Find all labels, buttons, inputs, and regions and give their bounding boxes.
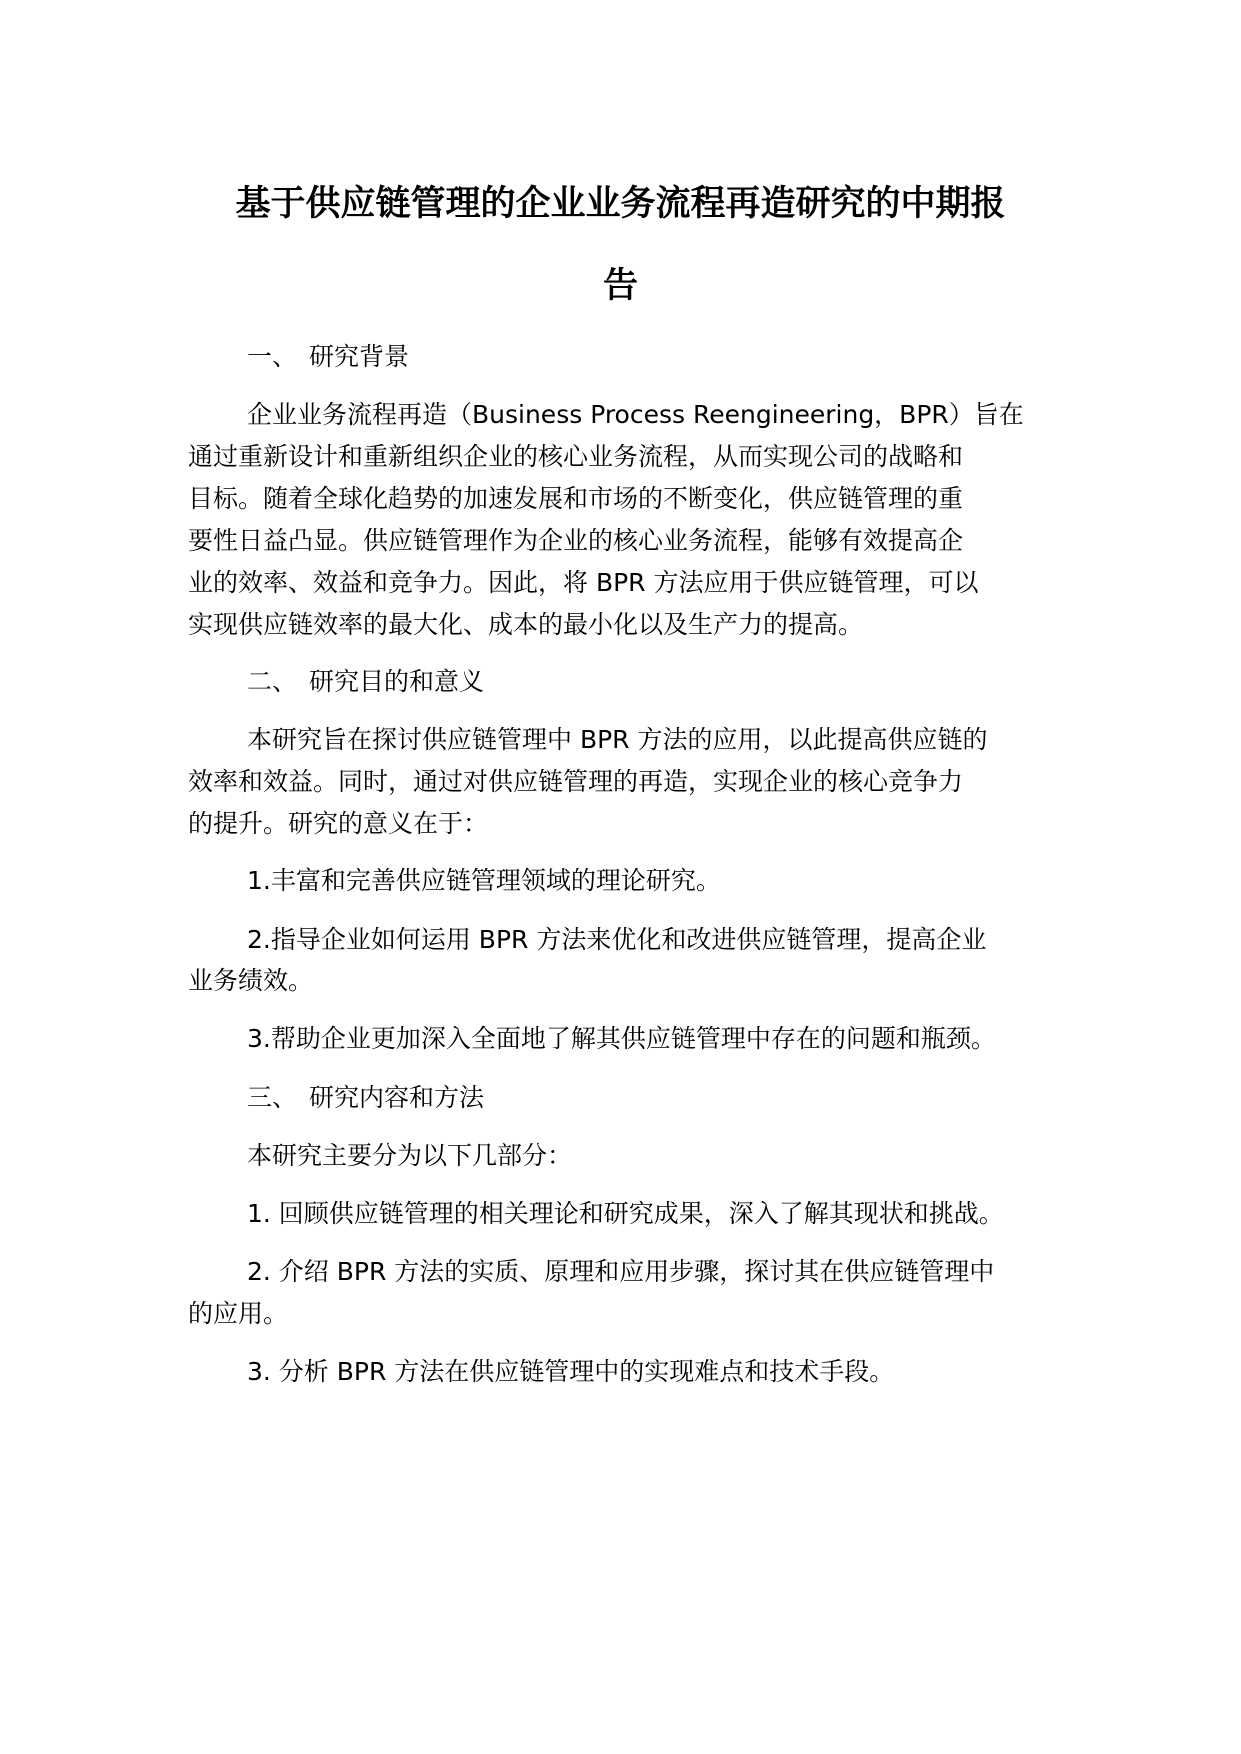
section-3-heading	[247, 1083, 1127, 1113]
section-3-intro: 本研究主要分为以下几部分：	[247, 1141, 573, 1170]
section-2-list-item: 3.帮助企业更加深入全面地了解其供应链管理中存在的问题和瓶颈。	[247, 1024, 996, 1053]
section-1-paragraph-line: 要性日益凸显。供应链管理作为企业的核心业务流程，能够有效提高企	[188, 526, 964, 555]
section-3-list-item: 3. 分析 BPR 方法在供应链管理中的实现难点和技术手段。	[247, 1357, 895, 1386]
section-1-number: 一、	[247, 342, 298, 371]
section-3-list-item: 1. 回顾供应链管理的相关理论和研究成果，深入了解其现状和挑战。	[247, 1199, 1004, 1228]
section-2-paragraph-line: 本研究旨在探讨供应链管理中 BPR 方法的应用，以此提高供应链的	[247, 725, 988, 754]
section-3-list-item-continuation: 的应用。	[188, 1299, 289, 1328]
section-2-list-item: 2.指导企业如何运用 BPR 方法来优化和改进供应链管理，提高企业	[247, 925, 987, 954]
section-2-list-item-continuation: 业务绩效。	[188, 966, 314, 995]
section-1-title: 研究背景	[309, 342, 410, 371]
section-1-paragraph-line: 业的效率、效益和竞争力。因此，将 BPR 方法应用于供应链管理，可以	[188, 568, 979, 597]
section-2-heading	[247, 667, 1127, 697]
section-3-list-item: 2. 介绍 BPR 方法的实质、原理和应用步骤，探讨其在供应链管理中	[247, 1257, 995, 1286]
document-title-line-1: 基于供应链管理的企业业务流程再造研究的中期报	[235, 184, 1006, 224]
section-2-paragraph-line: 的提升。研究的意义在于：	[188, 809, 489, 838]
section-1-paragraph-line: 实现供应链效率的最大化、成本的最小化以及生产力的提高。	[188, 610, 864, 639]
section-3-number: 三、	[247, 1083, 298, 1112]
section-2-list-item: 1.丰富和完善供应链管理领域的理论研究。	[247, 866, 721, 895]
section-1-paragraph-line: 企业业务流程再造（Business Process Reengineering，BPR）旨在	[247, 400, 1024, 429]
section-2-number: 二、	[247, 667, 298, 696]
section-1-paragraph-line: 通过重新设计和重新组织企业的核心业务流程，从而实现公司的战略和	[188, 442, 964, 471]
section-1-heading	[247, 342, 1127, 372]
section-2-title: 研究目的和意义	[309, 667, 485, 696]
section-1-paragraph-line: 目标。随着全球化趋势的加速发展和市场的不断变化，供应链管理的重	[188, 484, 964, 513]
section-2-paragraph-line: 效率和效益。同时，通过对供应链管理的再造，实现企业的核心竞争力	[188, 767, 964, 796]
section-3-title: 研究内容和方法	[309, 1083, 485, 1112]
document-title-line-2: 告	[602, 266, 638, 306]
